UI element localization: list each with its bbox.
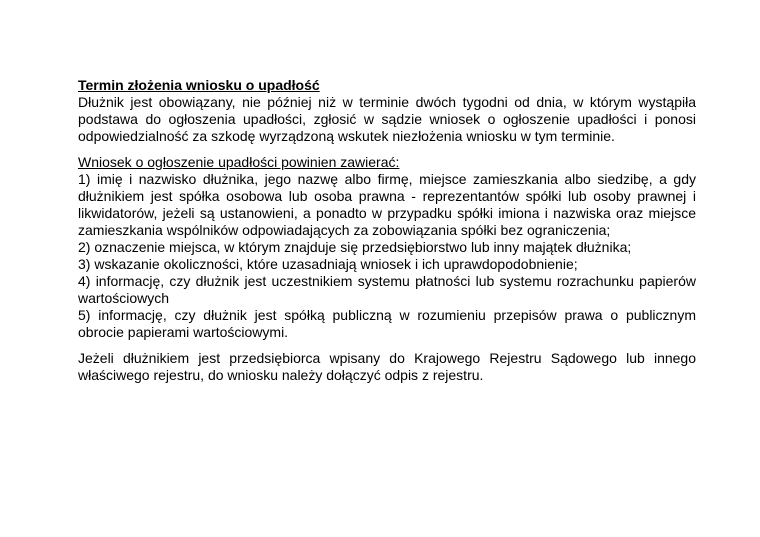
document-title: Termin złożenia wniosku o upadłość	[78, 77, 320, 93]
requirement-item: 4) informację, czy dłużnik jest uczestnikiem systemu płatności lub systemu rozrachunku papierów wartościowych	[78, 273, 696, 306]
requirement-item: 2) oznaczenie miejsca, w którym znajduje się przedsiębiorstwo lub inny majątek dłużnika;	[78, 239, 632, 255]
paragraph-spacer	[78, 145, 696, 154]
requirement-item: 3) wskazanie okoliczności, które uzasadniają wniosek i ich uprawdopodobnienie;	[78, 256, 578, 272]
requirement-item: 5) informację, czy dłużnik jest spółką publiczną w rozumieniu przepisów prawa o publicznym obrocie papierami wartościowymi.	[78, 307, 696, 340]
requirements-heading: Wniosek o ogłoszenie upadłości powinien zawierać:	[78, 154, 400, 170]
requirements-list	[78, 171, 696, 341]
document-page	[78, 77, 696, 384]
paragraph-spacer	[78, 341, 696, 350]
closing-paragraph: Jeżeli dłużnikiem jest przedsiębiorca wpisany do Krajowego Rejestru Sądowego lub innego właściwego rejestru, do wniosku należy dołączyć odpis z rejestru.	[78, 350, 696, 383]
intro-paragraph: Dłużnik jest obowiązany, nie później niż w terminie dwóch tygodni od dnia, w którym wystąpiła podstawa do ogłoszenia upadłości, zgłosić w sądzie wniosek o ogłoszenie upadłości i ponosi odpowiedzialność za szkodę wyrządzoną wskutek niezłożenia wniosku w tym terminie.	[78, 94, 696, 144]
requirement-item: 1) imię i nazwisko dłużnika, jego nazwę albo firmę, miejsce zamieszkania albo siedzibę, a gdy dłużnikiem jest spółka osobowa lub osoba prawna - reprezentantów spółki lub osoby prawnej i likwidatorów, jeżeli są ustanowieni, a ponadto w przypadku spółki imiona i nazwiska oraz miejsce zamieszkania wspólników odpowiadających za zobowiązania spółki bez ograniczenia;	[78, 171, 696, 238]
